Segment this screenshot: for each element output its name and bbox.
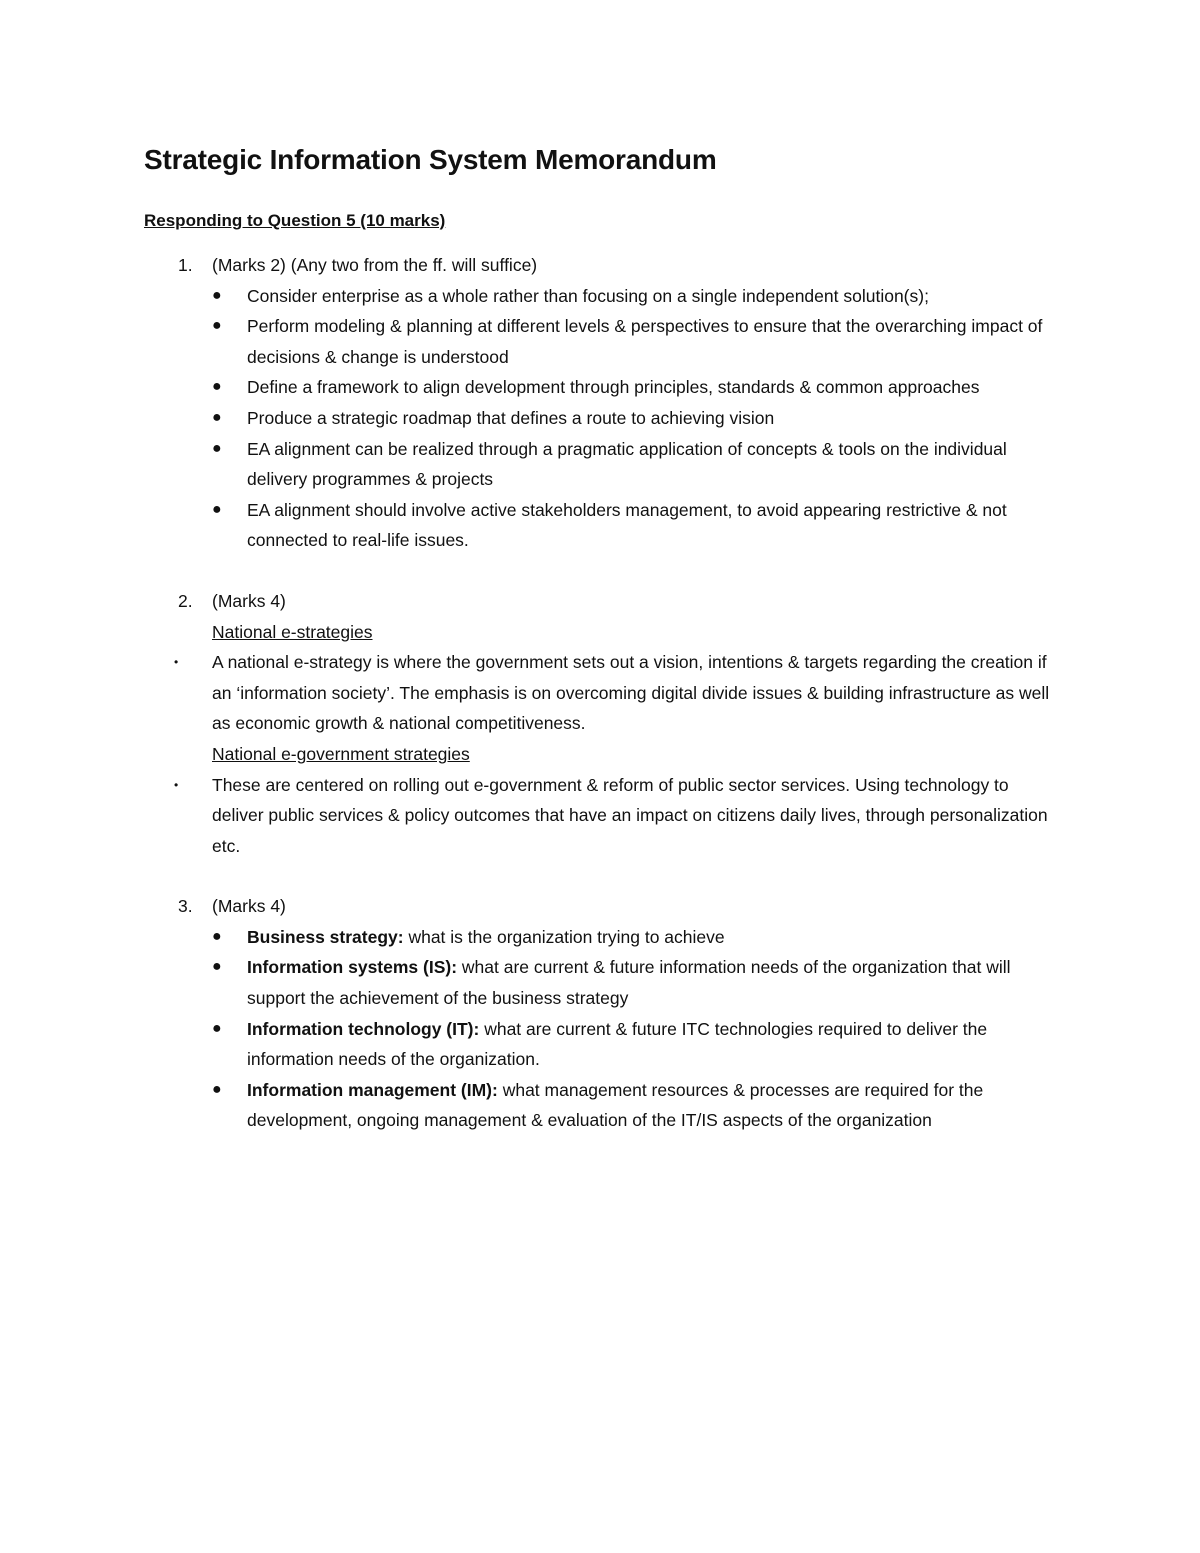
question-2-number: 2. xyxy=(178,590,193,611)
question-3-heading-text: (Marks 4) xyxy=(212,896,286,917)
bullet-icon: • xyxy=(174,777,179,792)
list-item-text: These are centered on rolling out e-government & reform of public sector services. Using technology to deliver public services & policy outcomes that have an impact on citizens daily lives, through personalization etc. xyxy=(212,774,1048,856)
list-item-text: Consider enterprise as a whole rather than focusing on a single independent solution(s); xyxy=(247,285,929,306)
list-item-term: Information management (IM): xyxy=(247,1079,498,1100)
bullet-icon: ● xyxy=(212,408,222,426)
list-item-text: what are current & future ITC technologies required to deliver the information needs of the organization. xyxy=(247,1018,988,1070)
bullet-icon: ● xyxy=(212,500,222,518)
question-2-heading-text: (Marks 4) xyxy=(212,590,286,611)
question-1 xyxy=(144,250,1064,556)
document-title: Strategic Information System Memorandum xyxy=(144,144,717,175)
question-2 xyxy=(144,586,1064,861)
list-item xyxy=(144,922,1064,953)
list-item xyxy=(144,434,1064,495)
list-item xyxy=(144,770,1064,862)
section-heading-national-e-government-strategies: National e-government strategies xyxy=(212,743,470,764)
document-subtitle: Responding to Question 5 (10 marks) xyxy=(144,211,446,230)
section-heading-national-e-strategies: National e-strategies xyxy=(212,621,373,642)
list-item xyxy=(144,403,1064,434)
bullet-icon: ● xyxy=(212,317,222,335)
bullet-icon: ● xyxy=(212,958,222,976)
list-item-text: what management resources & processes are required for the development, ongoing management & evaluation of the IT/IS aspects of the organization xyxy=(247,1079,984,1131)
question-1-heading-text: (Marks 2) (Any two from the ff. will suffice) xyxy=(212,255,538,275)
bullet-icon: ● xyxy=(212,378,222,396)
list-item-text: EA alignment should involve active stakeholders management, to avoid appearing restrictive & not connected to real-life issues. xyxy=(247,499,1007,551)
question-2-heading xyxy=(144,586,1064,617)
list-item xyxy=(144,952,1064,1013)
list-item-text: A national e-strategy is where the government sets out a vision, intentions & targets regarding the creation if an ‘information society’. The emphasis is on overcoming digital divide issues & building infrastructure as well as economic growth & national competitiveness. xyxy=(212,652,1050,734)
list-item xyxy=(144,372,1064,403)
bullet-icon: ● xyxy=(212,927,222,945)
bullet-icon: ● xyxy=(212,439,222,457)
list-item xyxy=(144,311,1064,372)
question-3-heading xyxy=(144,891,1064,922)
list-item xyxy=(144,281,1064,312)
bullet-icon: ● xyxy=(212,1080,222,1098)
question-1-bullet-list xyxy=(144,281,1064,556)
bullet-icon: ● xyxy=(212,1019,222,1037)
question-2-list-2 xyxy=(144,770,1064,862)
list-item-text: EA alignment can be realized through a pragmatic application of concepts & tools on the individual delivery programmes & projects xyxy=(247,438,1007,490)
list-item-text: Perform modeling & planning at different levels & perspectives to ensure that the overarching impact of decisions & change is understood xyxy=(247,316,1043,367)
question-3 xyxy=(144,891,1064,1136)
bullet-icon: • xyxy=(174,655,179,670)
list-item-text: Produce a strategic roadmap that defines a route to achieving vision xyxy=(247,407,775,428)
document-page xyxy=(144,140,1064,1136)
bullet-icon: ● xyxy=(212,286,222,304)
question-3-bullet-list xyxy=(144,922,1064,1136)
list-item-term: Business strategy: xyxy=(247,926,404,947)
list-item xyxy=(144,1014,1064,1075)
list-item-text: what is the organization trying to achieve xyxy=(403,926,725,947)
question-2-list-1 xyxy=(144,647,1064,739)
question-1-number: 1. xyxy=(178,255,193,275)
list-item xyxy=(144,495,1064,556)
list-item-term: Information systems (IS): xyxy=(247,957,458,978)
list-item-text: Define a framework to align development through principles, standards & common approaches xyxy=(247,377,980,398)
list-item-term: Information technology (IT): xyxy=(247,1018,480,1039)
list-item-text: what are current & future information needs of the organization that will support the achievement of the business strategy xyxy=(247,957,1011,1009)
list-item xyxy=(144,1075,1064,1136)
question-3-number: 3. xyxy=(178,896,193,917)
list-item xyxy=(144,647,1064,739)
question-1-heading xyxy=(144,250,1064,281)
